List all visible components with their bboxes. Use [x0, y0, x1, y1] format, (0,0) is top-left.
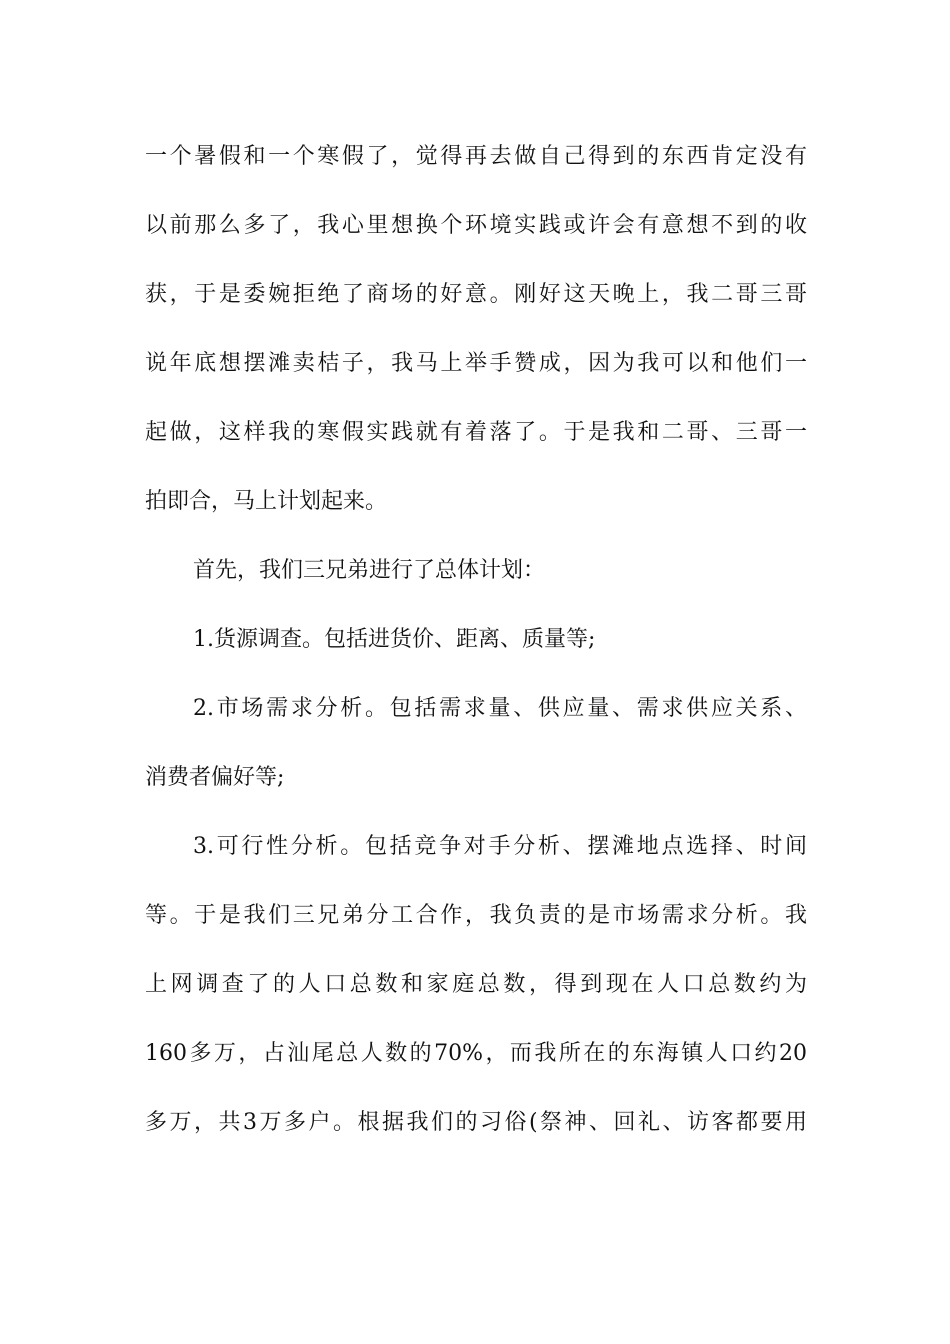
- text-line: 上网调查了的人口总数和家庭总数，得到现在人口总数约为: [145, 972, 807, 997]
- paragraph-first-line: 首先，我们三兄弟进行了总体计划：: [193, 558, 546, 583]
- list-item-2: 2.市场需求分析。包括需求量、供应量、需求供应关系、: [193, 696, 807, 721]
- text-line: 拍即合，马上计划起来。: [145, 489, 388, 514]
- list-item-1: 1.货源调查。包括进货价、距离、质量等;: [193, 627, 596, 652]
- text-line: 以前那么多了，我心里想换个环境实践或许会有意想不到的收: [145, 213, 807, 238]
- text-line: 起做，这样我的寒假实践就有着落了。于是我和二哥、三哥一: [145, 420, 807, 445]
- text-line: 160多万，占汕尾总人数的70%，而我所在的东海镇人口约20: [145, 1041, 807, 1066]
- text-line: 等。于是我们三兄弟分工合作，我负责的是市场需求分析。我: [145, 903, 807, 928]
- text-line: 消费者偏好等;: [145, 765, 285, 790]
- text-line: 获，于是委婉拒绝了商场的好意。刚好这天晚上，我二哥三哥: [145, 282, 807, 307]
- text-line: 说年底想摆滩卖桔子，我马上举手赞成，因为我可以和他们一: [145, 351, 807, 376]
- text-line: 多万，共3万多户。根据我们的习俗(祭神、回礼、访客都要用: [145, 1110, 807, 1135]
- text-line: 一个暑假和一个寒假了，觉得再去做自己得到的东西肯定没有: [145, 144, 807, 169]
- list-item-3: 3.可行性分析。包括竞争对手分析、摆滩地点选择、时间: [193, 834, 807, 859]
